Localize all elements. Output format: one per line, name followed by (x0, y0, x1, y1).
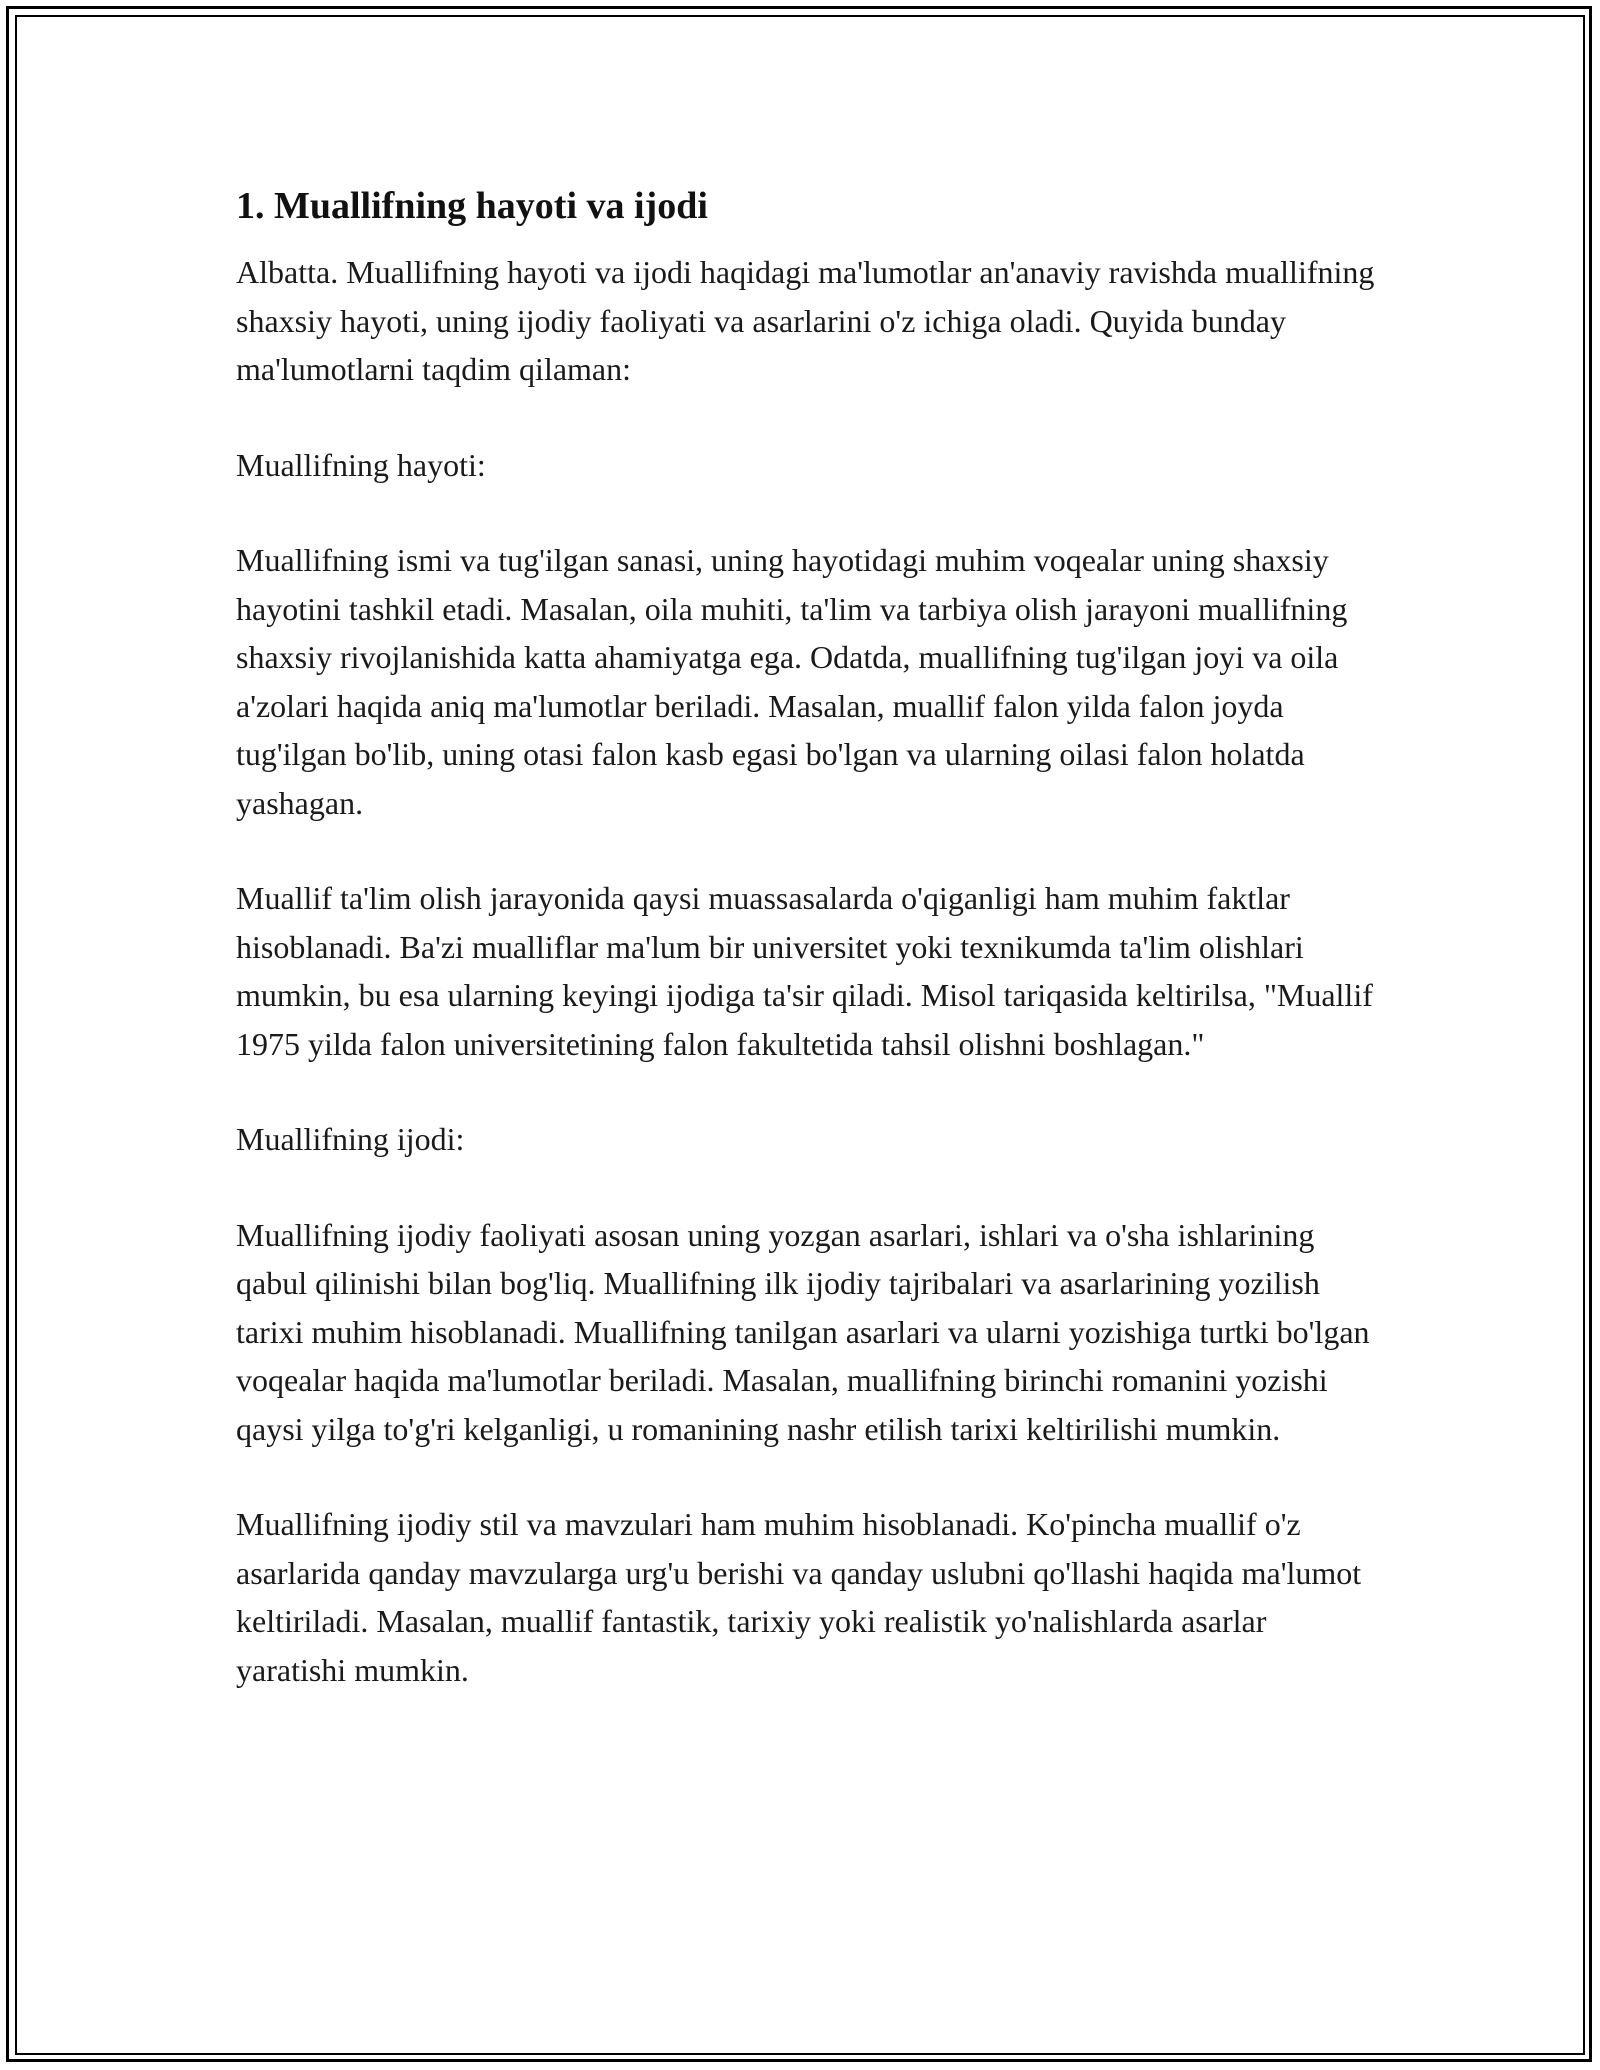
ijodi-paragraph-1: Muallifning ijodiy faoliyati asosan uning yozgan asarlari, ishlari va o'sha ishlarining qabul qilinishi bilan bog'liq. Muallifning ilk ijodiy tajribalari va asarlarining yozilish tarixi muhim hisoblanadi. Muallifning tanilgan asarlari va ularni yozishiga turtki bo'lgan voqealar haqida ma'lumotlar beriladi. Masalan, muallifning birinchi romanini yozishi qaysi yilga to'g'ri kelganligi, u romanining nashr etilish tarixi keltirilishi mumkin. (236, 1216, 1370, 1447)
hayoti-paragraph-1: Muallifning ismi va tug'ilgan sanasi, uning hayotidagi muhim voqealar uning shaxsiy hayotini tashkil etadi. Masalan, oila muhiti, ta'lim va tarbiya olish jarayoni muallifning shaxsiy rivojlanishida katta ahamiyatga ega. Odatda, muallifning tug'ilgan joyi va oila a'zolari haqida aniq ma'lumotlar beriladi. Masalan, muallif falon yilda falon joyda tug'ilgan bo'lib, uning otasi falon kasb egasi bo'lgan va ularning oilasi falon holatda yashagan. (236, 542, 1348, 821)
intro-paragraph: Albatta. Muallifning hayoti va ijodi haqidagi ma'lumotlar an'anaviy ravishda muallifning shaxsiy hayoti, uning ijodiy faoliyati va asarlarini o'z ichiga oladi. Quyida bunday ma'lumotlarni taqdim qilaman: (236, 254, 1375, 387)
hayoti-paragraph-2: Muallif ta'lim olish jarayonida qaysi muassasalarda o'qiganligi ham muhim faktlar hisoblanadi. Ba'zi mualliflar ma'lum bir universitet yoki texnikumda ta'lim olishlari mumkin, bu esa ularning keyingi ijodiga ta'sir qiladi. Misol tariqasida keltirilsa, "Muallif 1975 yilda falon universitetining falon fakultetida tahsil olishni boshlagan." (236, 880, 1373, 1062)
section-heading-hayoti: Muallifning hayoti: (236, 446, 486, 483)
page-title: 1. Muallifning hayoti va ijodi (236, 185, 708, 227)
ijodi-paragraph-2: Muallifning ijodiy stil va mavzulari ham muhim hisoblanadi. Ko'pincha muallif o'z asarlarida qanday mavzularga urg'u berishi va qanday uslubni qo'llashi haqida ma'lumot keltiriladi. Masalan, muallif fantastik, tarixiy yoki realistik yo'nalishlarda asarlar yaratishi mumkin. (236, 1506, 1362, 1688)
document-body (236, 182, 1376, 1741)
section-heading-ijodi: Muallifning ijodi: (236, 1121, 465, 1157)
